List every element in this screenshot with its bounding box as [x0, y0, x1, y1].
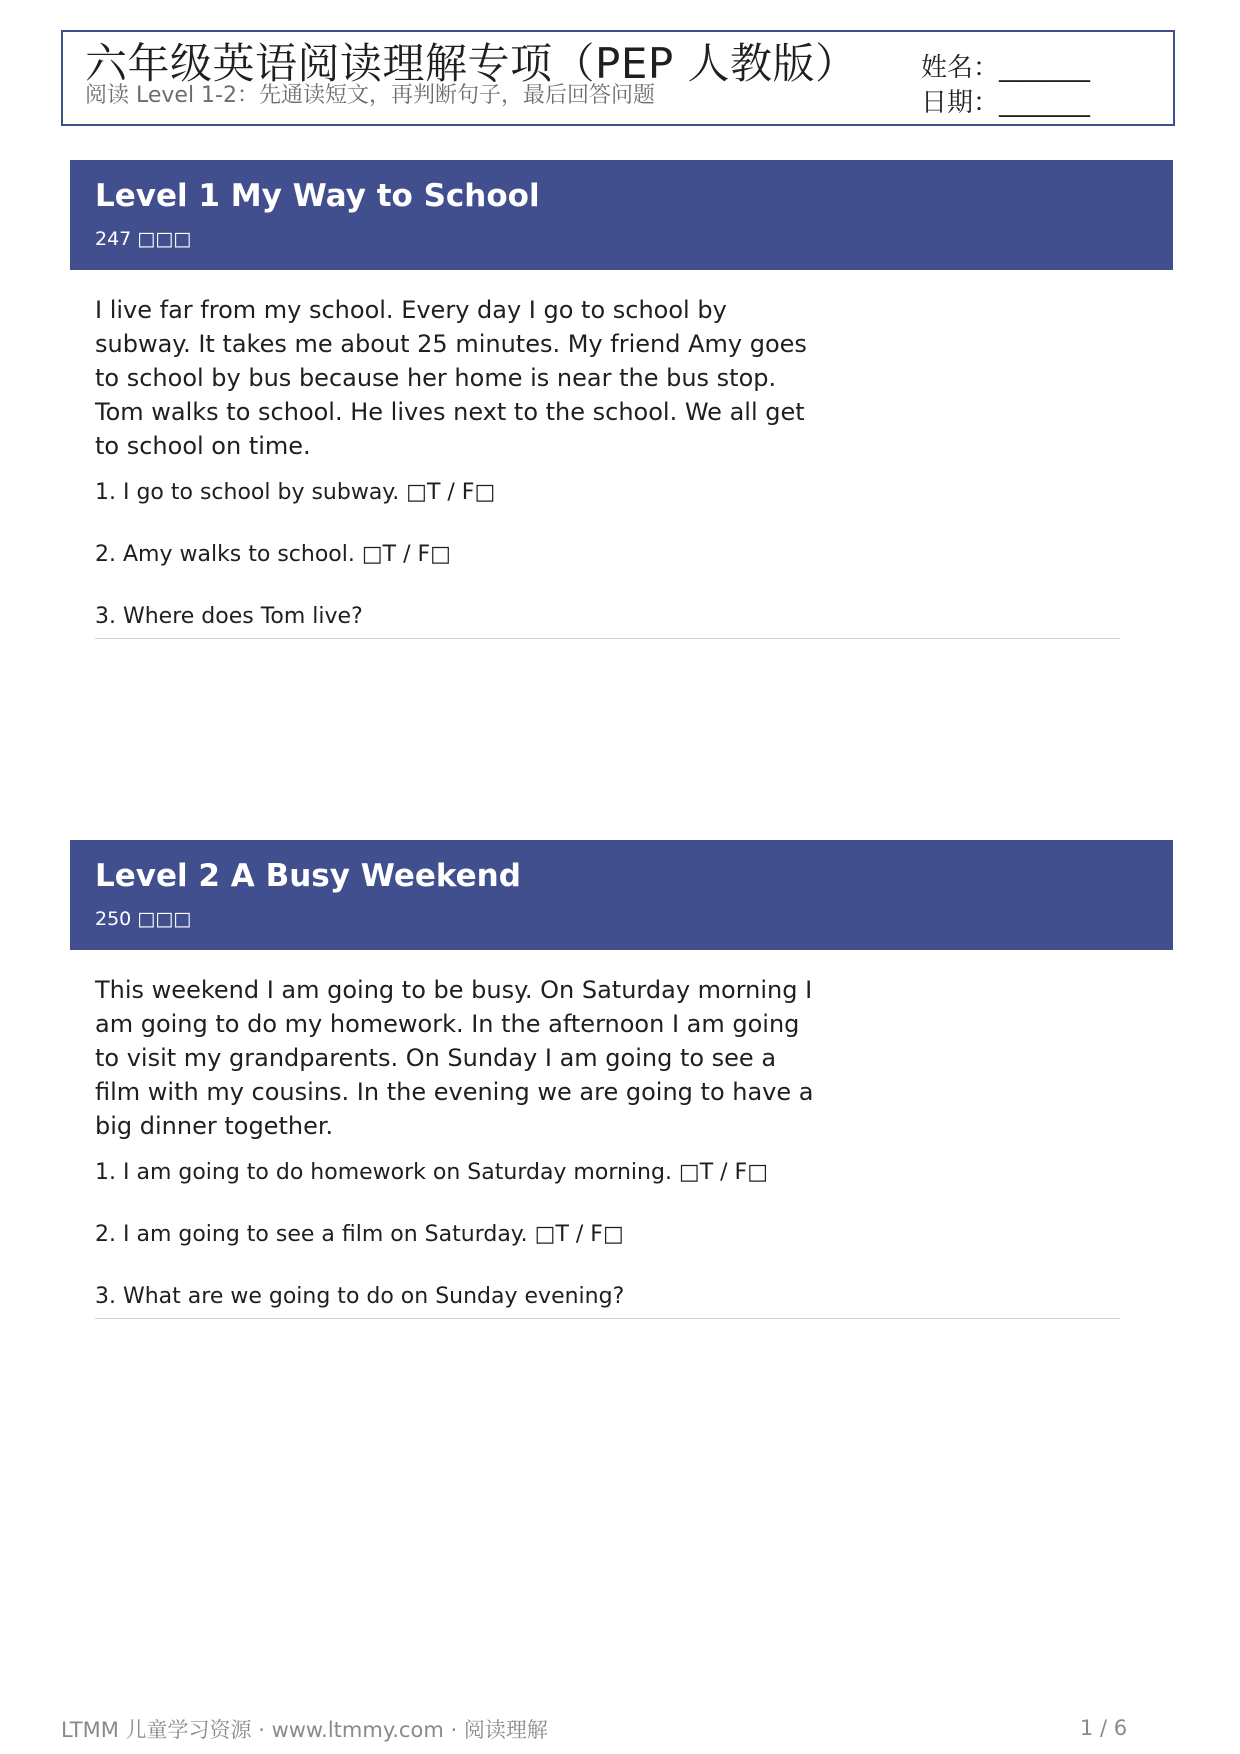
level-1-passage: I live far from my school. Every day I go to school by subway. It takes me about 25 minutes. My friend Amy goes to school by bus because her home is near the bus stop. Tom walks to school. He lives next to the school. We all get to school on time. [95, 296, 807, 460]
level-2-banner [70, 840, 1173, 950]
level-2-question-1: 1. I am going to do homework on Saturday morning. □T / F□ [95, 1160, 768, 1185]
level-1-question-1: 1. I go to school by subway. □T / F□ [95, 480, 496, 505]
level-1-word-count: 247 □□□ [95, 228, 192, 250]
level-2-answer-line [95, 1318, 1120, 1319]
level-2-question-3: 3. What are we going to do on Sunday evening? [95, 1284, 625, 1309]
level-2-question-2: 2. I am going to see a film on Saturday. □T / F□ [95, 1222, 624, 1247]
page-title: 六年级英语阅读理解专项（PEP 人教版） [85, 39, 858, 88]
level-1-title: Level 1 My Way to School [95, 178, 540, 214]
level-1-answer-line [95, 638, 1120, 639]
level-2-word-count: 250 □□□ [95, 908, 192, 930]
page-number: 1 / 6 [1080, 1716, 1128, 1740]
level-1-banner [70, 160, 1173, 270]
worksheet-header [61, 30, 1175, 126]
level-2-title: Level 2 A Busy Weekend [95, 858, 521, 894]
footer-source: LTMM 儿童学习资源 · www.ltmmy.com · 阅读理解 [61, 1718, 548, 1742]
page-subtitle: 阅读 Level 1-2：先通读短文，再判断句子，最后回答问题 [85, 83, 655, 108]
level-2-passage: This weekend I am going to be busy. On Saturday morning I am going to do my homework. In the afternoon I am going to visit my grandparents. On Sunday I am going to see a film with my cousins. In the evening we are going to have a big dinner together. [95, 976, 814, 1140]
name-field: 姓名：_______ [921, 53, 1091, 83]
date-field: 日期：_______ [921, 88, 1091, 118]
level-1-question-3: 3. Where does Tom live? [95, 604, 363, 629]
level-1-question-2: 2. Amy walks to school. □T / F□ [95, 542, 451, 567]
